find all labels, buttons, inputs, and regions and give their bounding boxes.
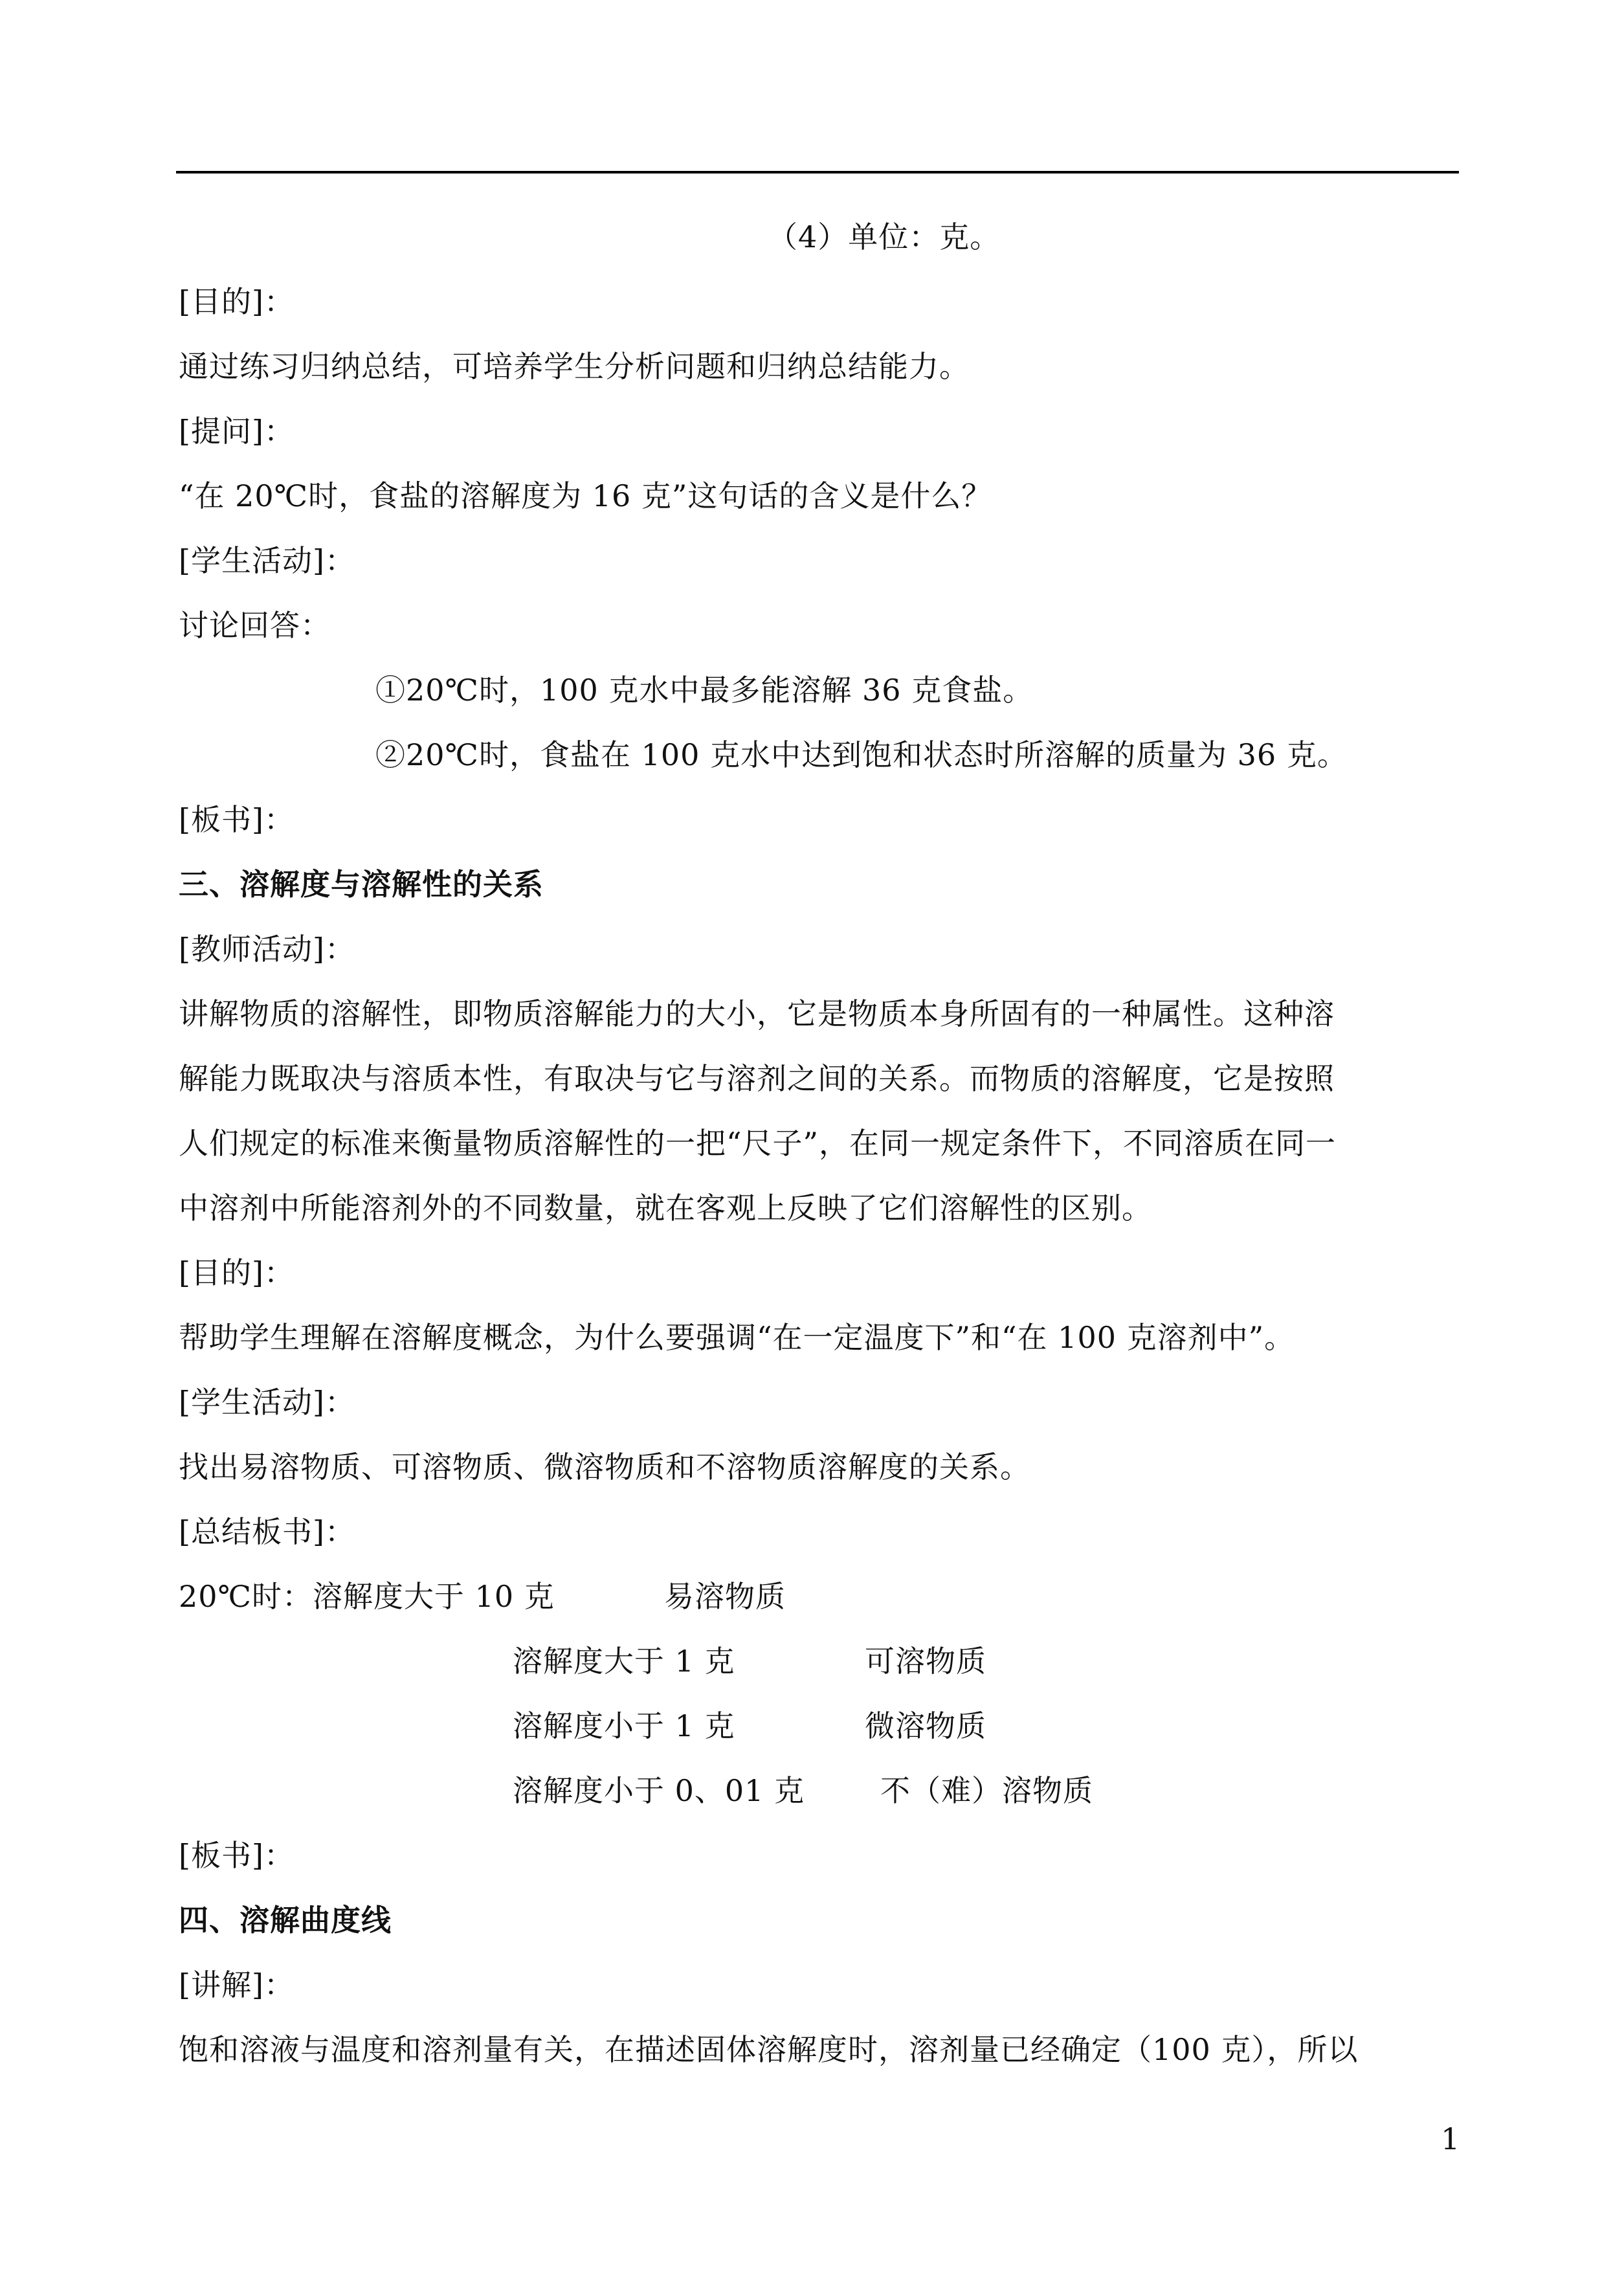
solubility-class: 易溶物质: [664, 1579, 786, 1614]
student-activity-label: [学生活动]：: [179, 543, 355, 578]
paragraph-line: 找出易溶物质、可溶物质、微溶物质和不溶物质溶解度的关系。: [179, 1449, 1030, 1484]
solubility-class: 不（难）溶物质: [880, 1773, 1093, 1808]
paragraph-line: 通过练习归纳总结，可培养学生分析问题和归纳总结能力。: [179, 349, 970, 384]
board-label: [板书]：: [179, 1838, 295, 1873]
answer-item-1: ①20℃时，100 克水中最多能溶解 36 克食盐。: [375, 673, 1034, 708]
unit-line: （4）单位：克。: [768, 219, 1001, 254]
answer-item-2: ②20℃时，食盐在 100 克水中达到饱和状态时所溶解的质量为 36 克。: [375, 737, 1348, 772]
solubility-criterion: 溶解度小于 0、01 克: [513, 1773, 805, 1808]
summary-board-label: [总结板书]：: [179, 1514, 355, 1549]
header-rule: [176, 171, 1459, 173]
solubility-criterion: 20℃时：溶解度大于 10 克: [179, 1579, 555, 1614]
board-label: [板书]：: [179, 802, 295, 837]
explanation-label: [讲解]：: [179, 1967, 295, 2002]
paragraph-line: 饱和溶液与温度和溶剂量有关，在描述固体溶解度时，溶剂量已经确定（100 克），所以: [179, 2032, 1359, 2067]
solubility-class: 可溶物质: [865, 1644, 986, 1679]
paragraph-line: 中溶剂中所能溶剂外的不同数量，就在客观上反映了它们溶解性的区别。: [179, 1191, 1152, 1225]
solubility-criterion: 溶解度大于 1 克: [513, 1644, 735, 1679]
solubility-criterion: 溶解度小于 1 克: [513, 1708, 735, 1743]
discussion-label: 讨论回答：: [179, 608, 331, 643]
section-heading: 三、溶解度与溶解性的关系: [179, 867, 544, 902]
section-heading: 四、溶解曲度线: [179, 1903, 392, 1938]
paragraph-line: 解能力既取决与溶质本性，有取决与它与溶剂之间的关系。而物质的溶解度，它是按照: [179, 1061, 1335, 1096]
paragraph-line: 人们规定的标准来衡量物质溶解性的一把“尺子”，在同一规定条件下，不同溶质在同一: [179, 1126, 1337, 1161]
page-number: 1: [1441, 2121, 1460, 2156]
paragraph-line: 讲解物质的溶解性，即物质溶解能力的大小，它是物质本身所固有的一种属性。这种溶: [179, 996, 1335, 1031]
paragraph-line: 帮助学生理解在溶解度概念，为什么要强调“在一定温度下”和“在 100 克溶剂中”。: [179, 1320, 1295, 1355]
student-activity-label: [学生活动]：: [179, 1385, 355, 1420]
solubility-class: 微溶物质: [865, 1708, 986, 1743]
question-label: [提问]：: [179, 414, 295, 449]
question-text: “在 20℃时，食盐的溶解度为 16 克”这句话的含义是什么？: [179, 478, 992, 513]
purpose-label: [目的]：: [179, 1255, 295, 1290]
teacher-activity-label: [教师活动]：: [179, 932, 355, 967]
purpose-label: [目的]：: [179, 284, 295, 319]
